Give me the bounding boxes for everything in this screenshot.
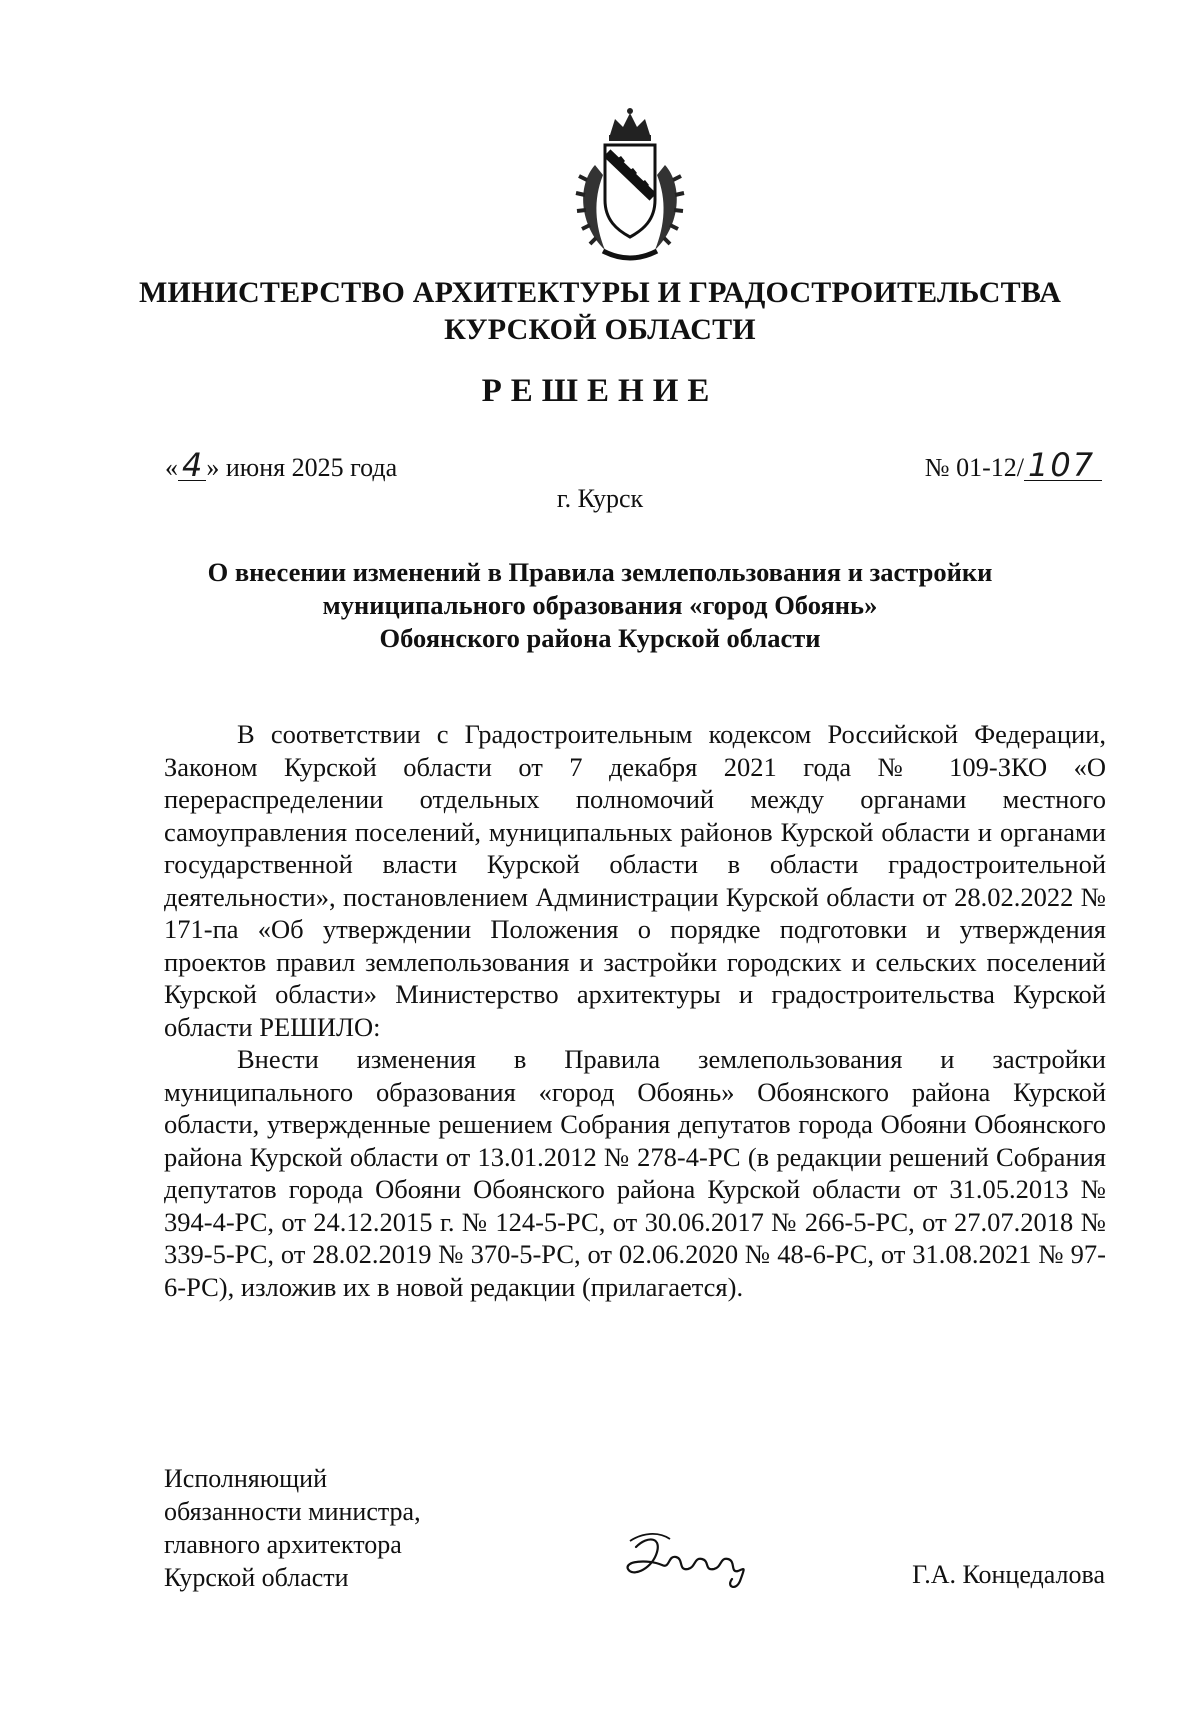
position-line1: Исполняющий (164, 1464, 328, 1493)
position-line3: главного архитектора (164, 1530, 402, 1559)
document-subject (120, 556, 1080, 655)
body-paragraph-1: В соответствии с Градостроительным кодексом Российской Федерации, Законом Курской области от 7 декабря 2021 года № 109-ЗКО «О перераспределении отдельных полномочий между органами местного самоуправления поселений, муниципальных районов Курской области и органами государственной власти Курской области в области градостроительной деятельности», постановлением Администрации Курской области от 28.02.2022 № 171-па «Об утверждении Положения о порядке подготовки и утверждения проектов правил землепользования и застройки городских и сельских поселений Курской области» Министерство архитектуры и градостроительства Курской области РЕШИЛО: (164, 719, 1106, 1042)
subject-line3: Обоянского района Курской области (379, 623, 821, 653)
position-line4: Курской области (164, 1563, 349, 1592)
number-prefix: № 01-12/ (924, 453, 1024, 482)
date-open-quote: « (165, 453, 178, 482)
signatory-name: Г.А. Концедалова (912, 1560, 1105, 1589)
body-paragraph-2: Внести изменения в Правила землепользования и застройки муниципального образования «город Обоянь» Обоянского района Курской области, утвержденные решением Собрания депутатов города Обояни Обоянского района Курской области от 13.01.2012 № 278-4-РС (в редакции решений Собрания депутатов города Обояни Обоянского района Курской области от 31.05.2013 № 394-4-РС, от 24.12.2015 г. № 124-5-РС, от 30.06.2017 № 266-5-РС, от 27.07.2018 № 339-5-РС, от 28.02.2019 № 370-5-РС, от 02.06.2020 № 48-6-РС, от 31.08.2021 № 97-6-РС), изложив их в новой редакции (прилагается). (164, 1044, 1106, 1302)
date-day-handwritten: 4 (178, 450, 206, 481)
ministry-name-line1: МИНИСТЕРСТВО АРХИТЕКТУРЫ И ГРАДОСТРОИТЕЛЬСТВА (138, 276, 1062, 309)
ministry-name-line2: КУРСКОЙ ОБЛАСТИ (444, 313, 756, 346)
document-body (164, 718, 1106, 1303)
position-line2: обязанности министра, (164, 1497, 421, 1526)
city: г. Курск (556, 484, 644, 513)
signatory-position (164, 1462, 421, 1594)
document-type-title: РЕШЕНИЕ (481, 373, 719, 409)
document-date (165, 446, 398, 484)
document-number (924, 446, 1102, 484)
date-month-year: » июня 2025 года (206, 453, 398, 482)
subject-line2: муниципального образования «город Обоянь» (322, 590, 878, 620)
number-handwritten: 107 (1024, 450, 1102, 481)
handwritten-signature-icon (618, 1525, 758, 1595)
subject-line1: О внесении изменений в Правила землепользования и застройки (207, 557, 993, 587)
coat-of-arms-icon (565, 105, 695, 265)
